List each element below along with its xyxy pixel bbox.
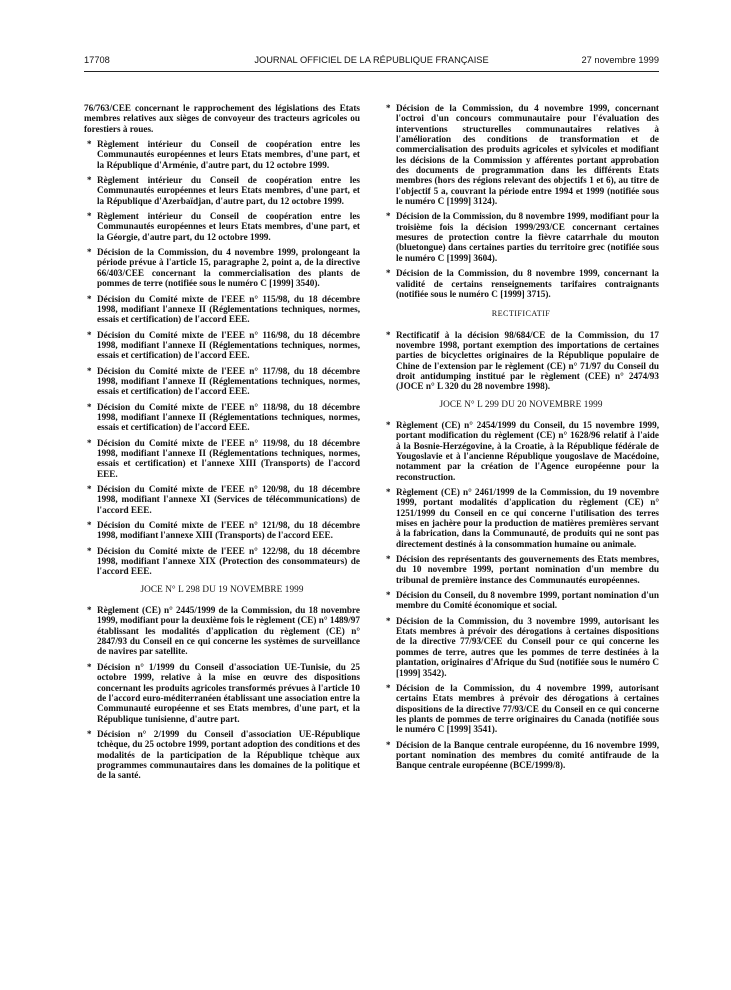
list-item-text: Décision de la Commission, du 4 novembre 1999, concernant l'octroi d'un concours communautaire pour l'évaluation des interventions structurelles communautaires relatives à l'amélioration des conditions de transformation et de commercialisation des produits agricoles et sylvicoles et modifiant les décisions de la Commission y afférentes portant approbation des documents de programmation dans les différents Etats membres (hors des régions relevant des objectifs 1 et 6), au titre de l'objectif 5 a, couvrant la période entre 1994 et 1999 (notifiée sous le numéro C [1999] 3124). <box>396 103 659 207</box>
list-item-text: Décision de la Commission, du 3 novembre 1999, autorisant les Etats membres à prévoir des dérogations à certaines dispositions de la directive 77/93/CEE du Conseil pour ce qui concerne les pommes de terre, autres que les pommes de terre destinées à la plantation, originaires d'Afrique du Sud (notifiée sous le numéro C [1999] 3542). <box>396 615 659 678</box>
bullet-marker: * <box>386 103 391 113</box>
list-item-text: Décision du Comité mixte de l'EEE n° 119/98, du 18 décembre 1998, modifiant l'annexe II (Réglementations techniques, normes, essais et certification) et l'annexe XIII (Transports) de l'accord EEE. <box>97 437 360 479</box>
bullet-marker: * <box>87 365 92 376</box>
list-item <box>84 247 360 288</box>
list-item <box>84 402 360 433</box>
entry-list <box>84 139 360 577</box>
bullet-marker: * <box>87 661 92 672</box>
bullet-marker: * <box>87 437 92 448</box>
issue-date: 27 novembre 1999 <box>581 55 659 65</box>
section-heading-joce-298: JOCE N° L 298 DU 19 NOVEMBRE 1999 <box>140 583 304 594</box>
list-item-text: Décision de la Banque centrale européenne, du 16 novembre 1999, portant nomination des membres du comité antifraude de la Banque centrale européenne (BCE/1999/8). <box>396 739 659 771</box>
list-item <box>383 330 659 392</box>
bullet-marker: * <box>386 419 391 430</box>
bullet-marker: * <box>386 554 391 565</box>
list-item <box>84 294 360 325</box>
bullet-marker: * <box>87 247 92 258</box>
list-item-text: Décision de la Commission, du 4 novembre 1999, autorisant certains Etats membres à prévoir des dérogations à certaines dispositions de la directive 77/93/CE du Conseil en ce qui concerne les plants de pommes de terre originaires du Canada (notifiée sous le numéro C [1999] 3541). <box>396 682 659 735</box>
list-item-text: Décision du Comité mixte de l'EEE n° 122/98, du 18 décembre 1998, modifiant l'annexe XIX (Protection des consommateurs) de l'accord EEE. <box>97 545 360 577</box>
entry-list <box>84 605 360 781</box>
bullet-marker: * <box>87 545 92 556</box>
list-item <box>383 554 659 585</box>
list-item-text: Décision du Comité mixte de l'EEE n° 118/98, du 18 décembre 1998, modifiant l'annexe II (Réglementations techniques, normes, essais et certification) de l'accord EEE. <box>97 401 360 433</box>
list-item <box>84 662 360 724</box>
list-item-text: Règlement intérieur du Conseil de coopération entre les Communautés européennes et leurs Etats membres, d'une part, et la Géorgie, d'autre part, du 12 octobre 1999. <box>97 211 360 242</box>
bullet-marker: * <box>87 293 92 304</box>
entry-list <box>383 420 659 771</box>
list-item <box>84 484 360 515</box>
bullet-marker: * <box>87 139 92 150</box>
right-column <box>383 103 659 776</box>
list-item <box>84 330 360 361</box>
list-item-text: Règlement (CE) n° 2454/1999 du Conseil, du 15 novembre 1999, portant modification du règlement (CE) n° 1628/96 relatif à l'aide à la Bosnie-Herzégovine, à la Croatie, à la République fédérale de Yougoslavie et à l'ancienne République yougoslave de Macédoine, notamment par la création de l'Agence européenne pour la reconstruction. <box>396 419 659 482</box>
list-item-text: Décision du Conseil, du 8 novembre 1999, portant nomination d'un membre du Comité économique et social. <box>396 590 659 611</box>
bullet-marker: * <box>87 520 92 531</box>
list-item-text: Décision du Comité mixte de l'EEE n° 115/98, du 18 décembre 1998, modifiant l'annexe II (Réglementations techniques, normes, essais et certification) de l'accord EEE. <box>97 293 360 325</box>
page-number: 17708 <box>84 55 110 65</box>
list-item <box>84 438 360 479</box>
bullet-marker: * <box>386 487 391 497</box>
bullet-marker: * <box>386 268 391 279</box>
header-rule <box>84 71 659 72</box>
bullet-marker: * <box>87 329 92 340</box>
entry-list <box>383 103 659 299</box>
section-heading-rectificatif: RECTIFICATIF <box>491 309 551 319</box>
list-item-text: Décision de la Commission, du 8 novembre 1999, modifiant pour la troisième fois la décision 1999/293/CE concernant certaines mesures de protection contre la fièvre catarrhale du mouton (bluetongue) dans certaines parties du territoire grec (notifiée sous le numéro C [1999] 3604). <box>396 211 659 263</box>
bullet-marker: * <box>386 590 391 601</box>
list-item <box>383 740 659 771</box>
list-item <box>84 175 360 206</box>
list-item <box>383 683 659 735</box>
list-item <box>383 420 659 482</box>
bullet-marker: * <box>87 175 92 186</box>
list-item <box>383 590 659 611</box>
list-item <box>84 520 360 541</box>
bullet-marker: * <box>386 739 391 750</box>
list-item <box>84 729 360 781</box>
bullet-marker: * <box>386 682 391 693</box>
list-item-text: Règlement (CE) n° 2461/1999 de la Commission, du 19 novembre 1999, portant modalités d'application du règlement (CE) n° 1251/1999 du Conseil en ce qui concerne l'utilisation des terres mises en jachère pour la production de matières premières servant à la fabrication, dans la Communauté, de produits qui ne sont pas directement destinés à la consommation humaine ou animale. <box>396 487 659 549</box>
bullet-marker: * <box>87 605 92 616</box>
left-column <box>84 103 360 786</box>
list-item-text: Décision de la Commission, du 8 novembre 1999, concernant la validité de certains renseignements tarifaires contraignants (notifiée sous le numéro C [1999] 3715). <box>396 268 659 299</box>
bullet-marker: * <box>386 615 391 626</box>
page-header <box>84 55 659 69</box>
list-item <box>383 268 659 299</box>
bullet-marker: * <box>87 401 92 412</box>
bullet-marker: * <box>386 211 391 222</box>
continuation-text: 76/763/CEE concernant le rapprochement des législations des Etats membres relatives aux sièges de convoyeur des tracteurs agricoles ou forestiers à roues. <box>84 103 360 134</box>
list-item-text: Règlement intérieur du Conseil de coopération entre les Communautés européennes et leurs Etats membres, d'une part, et la République d'Azerbaïdjan, d'autre part, du 12 octobre 1999. <box>97 175 360 206</box>
list-item <box>84 139 360 170</box>
bullet-marker: * <box>87 484 92 494</box>
bullet-marker: * <box>386 329 391 340</box>
list-item <box>84 546 360 577</box>
list-item-text: Décision du Comité mixte de l'EEE n° 120/98, du 18 décembre 1998, modifiant l'annexe XI (Services de télécommunications) de l'accord EEE. <box>97 484 360 515</box>
list-item-text: Décision du Comité mixte de l'EEE n° 121/98, du 18 décembre 1998, modifiant l'annexe XIII (Transports) de l'accord EEE. <box>97 520 360 541</box>
list-item-text: Décision du Comité mixte de l'EEE n° 117/98, du 18 décembre 1998, modifiant l'annexe II (Réglementations techniques, normes, essais et certification) de l'accord EEE. <box>97 365 360 397</box>
list-item <box>84 211 360 242</box>
bullet-marker: * <box>87 211 92 222</box>
list-item <box>383 487 659 549</box>
list-item <box>383 211 659 263</box>
list-item-text: Décision n° 1/1999 du Conseil d'association UE-Tunisie, du 25 octobre 1999, relative à la mise en œuvre des dispositions concernant les produits agricoles transformés prévues à l'article 10 de l'accord euro-méditerranéen établissant une association entre la Communauté européenne et ses Etats membres, d'une part, et la République tunisienne, d'autre part. <box>97 661 360 724</box>
list-item-text: Décision du Comité mixte de l'EEE n° 116/98, du 18 décembre 1998, modifiant l'annexe II (Réglementations techniques, normes, essais et certification) de l'accord EEE. <box>97 329 360 361</box>
list-item <box>383 616 659 678</box>
section-heading-joce-299: JOCE N° L 299 DU 20 NOVEMBRE 1999 <box>439 398 603 409</box>
list-item-text: Règlement (CE) n° 2445/1999 de la Commission, du 18 novembre 1999, modifiant pour la deuxième fois le règlement (CE) n° 1489/97 établissant les modalités d'application du règlement (CE) n° 2847/93 du Conseil en ce qui concerne les systèmes de surveillance de navires par satellite. <box>97 605 360 657</box>
list-item <box>84 605 360 657</box>
bullet-marker: * <box>87 728 92 739</box>
list-item <box>84 366 360 397</box>
list-item-text: Règlement intérieur du Conseil de coopération entre les Communautés européennes et leurs Etats membres, d'une part, et la République d'Arménie, d'autre part, du 12 octobre 1999. <box>97 139 360 170</box>
list-item-text: Rectificatif à la décision 98/684/CE de la Commission, du 17 novembre 1998, portant exemption des importations de certaines parties de bicyclettes originaires de la République populaire de Chine de l'extension par le règlement (CE) n° 71/97 du Conseil du droit antidumping institué par le règlement (CEE) n° 2474/93 (JOCE n° L 320 du 28 novembre 1998). <box>396 329 659 392</box>
list-item-text: Décision des représentants des gouvernements des Etats membres, du 10 novembre 1999, portant nomination d'un membre du tribunal de première instance des Communautés européennes. <box>396 554 659 585</box>
list-item-text: Décision de la Commission, du 4 novembre 1999, prolongeant la période prévue à l'article 15, paragraphe 2, point a, de la directive 66/403/CEE concernant la commercialisation des plants de pommes de terre (notifiée sous le numéro C [1999] 3540). <box>97 247 360 289</box>
list-item <box>383 103 659 206</box>
list-item-text: Décision n° 2/1999 du Conseil d'association UE-République tchèque, du 25 octobre 1999, portant adoption des conditions et des modalités de la participation de la République tchèque aux programmes communautaires dans les domaines de la politique et de la santé. <box>97 728 360 781</box>
entry-list <box>383 330 659 392</box>
journal-title: JOURNAL OFFICIEL DE LA RÉPUBLIQUE FRANÇAISE <box>254 55 489 65</box>
